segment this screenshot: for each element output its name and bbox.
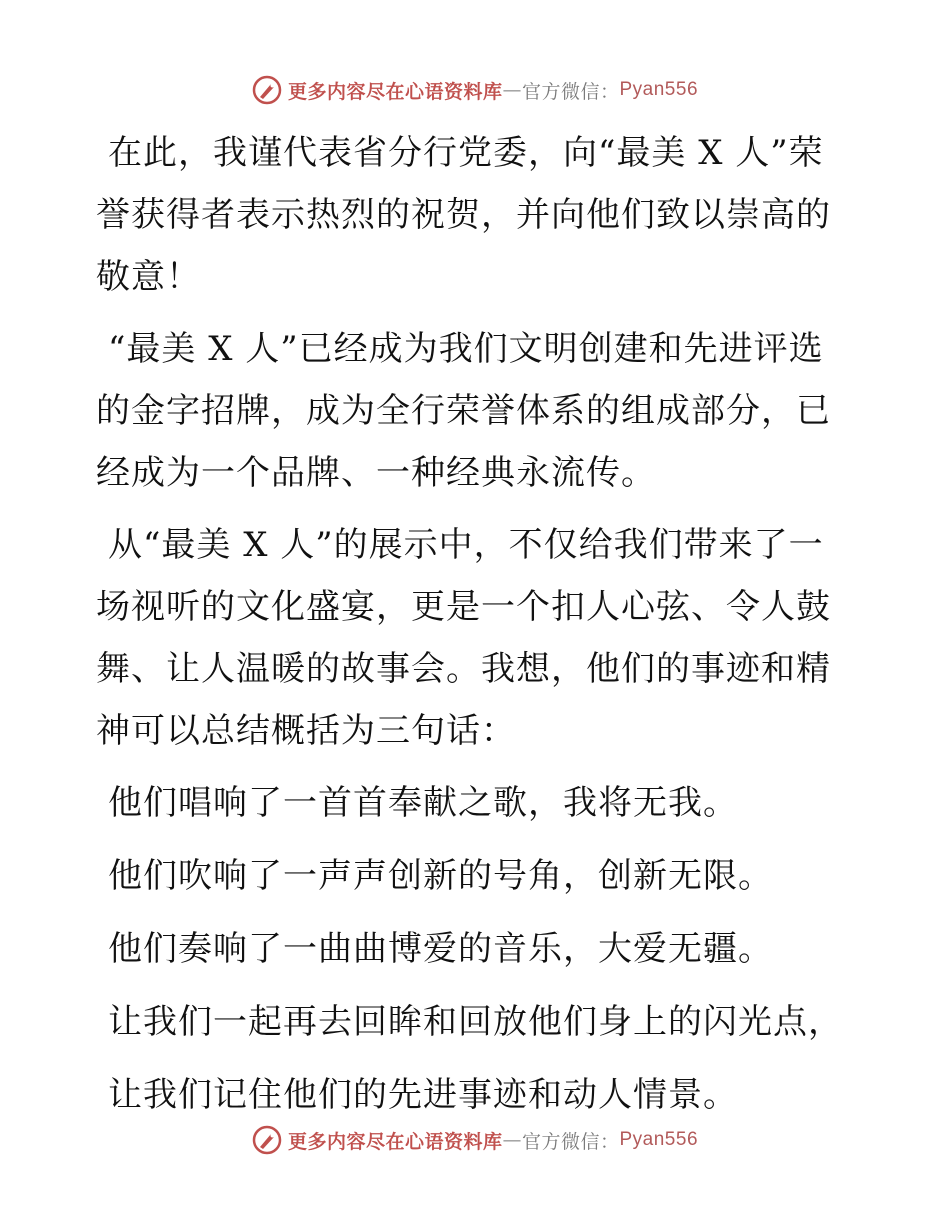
pen-nib-logo-icon [252, 1125, 282, 1155]
watermark-wechat-label: 官方微信： [521, 80, 620, 103]
watermark-wechat-label: 官方微信： [521, 1130, 620, 1153]
text-line: 他们奏响了一曲曲博爱的音乐，大爱无疆。 [108, 929, 773, 969]
watermark-wechat-id: Pyan556 [619, 79, 699, 100]
watermark-wechat-id: Pyan556 [619, 1129, 699, 1150]
text-line: 他们唱响了一首首奉献之歌，我将无我。 [108, 783, 738, 823]
text-line: 让我们一起再去回眸和回放他们身上的闪光点， [108, 1002, 843, 1042]
watermark-separator: — [502, 79, 522, 101]
paragraph-congratulations: 在此，我谨代表省分行党委，向“最美 X 人”荣誉获得者表示热烈的祝贺，并向他们致以崇高的敬意！ [96, 133, 831, 297]
text-line: 让我们记住他们的先进事迹和动人情景。 [108, 1075, 738, 1115]
footer-watermark [0, 1120, 950, 1160]
watermark-main-text: 更多内容尽在心语资料库 [287, 80, 503, 103]
paragraph-brand: “最美 X 人”已经成为我们文明创建和先进评选的金字招牌，成为全行荣誉体系的组成部分，已经成为一个品牌、一种经典永流传。 [96, 329, 831, 493]
header-watermark [0, 70, 950, 110]
watermark-main-text: 更多内容尽在心语资料库 [287, 1130, 503, 1153]
text-line: 他们吹响了一声声创新的号角，创新无限。 [108, 856, 773, 896]
document-body [96, 122, 856, 1137]
pen-nib-logo-icon [252, 75, 282, 105]
paragraph-summary: 从“最美 X 人”的展示中，不仅给我们带来了一场视听的文化盛宴，更是一个扣人心弦、令人鼓舞、让人温暖的故事会。我想，他们的事迹和精神可以总结概括为三句话： [96, 525, 831, 751]
watermark-separator: — [502, 1129, 522, 1151]
